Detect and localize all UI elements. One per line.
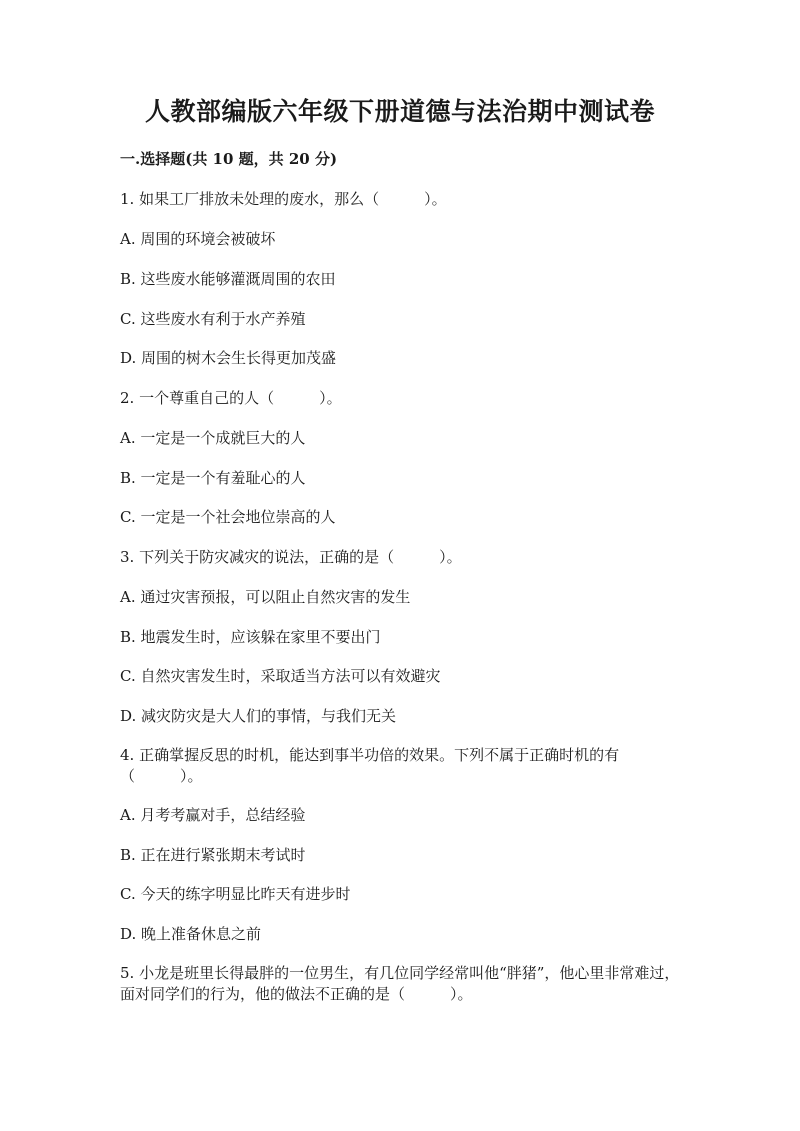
question-5-stem: 5. 小龙是班里长得最胖的一位男生，有几位同学经常叫他“胖猪”，他心里非常难过，面对同学们的行为，他的做法不正确的是（ ）。 xyxy=(120,964,680,1003)
question-2-option-a: A. 一定是一个成就巨大的人 xyxy=(120,429,306,447)
question-3-stem: 3. 下列关于防灾减灾的说法，正确的是（ ）。 xyxy=(120,548,462,566)
question-4-option-c: C. 今天的练字明显比昨天有进步时 xyxy=(120,885,351,903)
question-3-option-b: B. 地震发生时，应该躲在家里不要出门 xyxy=(120,628,381,646)
question-4-stem: 4. 正确掌握反思的时机，能达到事半功倍的效果。下列不属于正确时机的有（ ）。 xyxy=(120,746,620,785)
page-title: 人教部编版六年级下册道德与法治期中测试卷 xyxy=(144,97,655,126)
question-1-option-d: D. 周围的树木会生长得更加茂盛 xyxy=(120,349,337,367)
section-heading: 一.选择题(共 10 题，共 20 分) xyxy=(120,150,338,168)
question-3-option-c: C. 自然灾害发生时，采取适当方法可以有效避灾 xyxy=(120,667,441,685)
question-1-stem: 1. 如果工厂排放未处理的废水，那么（ ）。 xyxy=(120,190,447,208)
question-2-stem: 2. 一个尊重自己的人（ ）。 xyxy=(120,389,342,407)
question-3-option-a: A. 通过灾害预报，可以阻止自然灾害的发生 xyxy=(120,588,411,606)
question-2-option-c: C. 一定是一个社会地位崇高的人 xyxy=(120,508,336,526)
question-4-option-d: D. 晚上准备休息之前 xyxy=(120,925,262,943)
question-1-option-c: C. 这些废水有利于水产养殖 xyxy=(120,310,306,328)
question-1-option-a: A. 周围的环境会被破坏 xyxy=(120,230,276,248)
question-1-option-b: B. 这些废水能够灌溉周围的农田 xyxy=(120,270,336,288)
question-3-option-d: D. 减灾防灾是大人们的事情，与我们无关 xyxy=(120,707,397,725)
question-4-option-a: A. 月考考赢对手，总结经验 xyxy=(120,806,306,824)
question-2-option-b: B. 一定是一个有羞耻心的人 xyxy=(120,469,306,487)
question-4-option-b: B. 正在进行紧张期末考试时 xyxy=(120,846,306,864)
